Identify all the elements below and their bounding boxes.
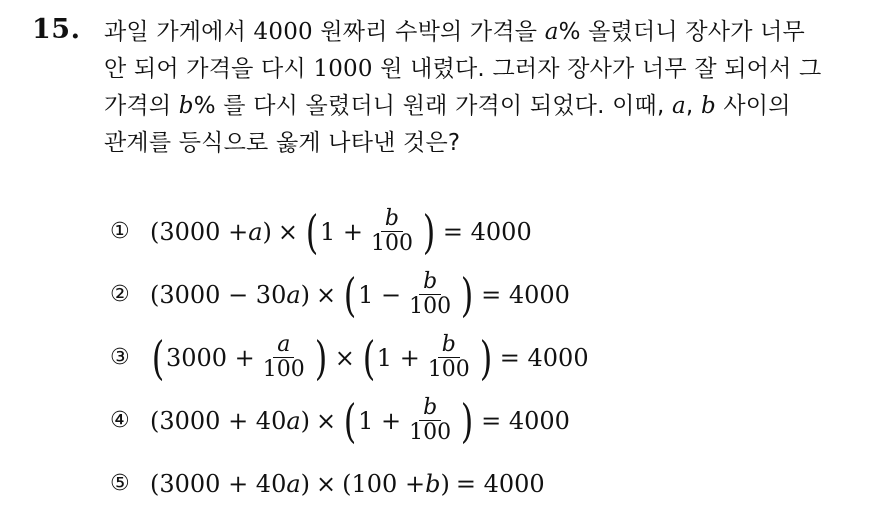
stem-line: 과일 가게에서 4000 원짜리 수박의 가격을 a% 올렸더니 장사가 너무 bbox=[104, 19, 805, 45]
choice-marker: ④ bbox=[110, 408, 130, 433]
fraction: $\frac{b}{100}$ bbox=[409, 395, 452, 445]
answer-choice-4[interactable] bbox=[110, 389, 810, 452]
fraction: $\frac{b}{100}$ bbox=[409, 269, 452, 319]
choice-marker: ⑤ bbox=[110, 471, 130, 496]
stem-line: 가격의 b% 를 다시 올렸더니 원래 가격이 되었다. 이때, a, b 사이의 bbox=[104, 93, 791, 119]
fraction: $\frac{a}{100}$ bbox=[262, 332, 305, 382]
question-number: 15. bbox=[32, 14, 81, 45]
fraction: $\frac{b}{100}$ bbox=[370, 206, 413, 256]
choice-marker: ③ bbox=[110, 345, 130, 370]
question-stem bbox=[104, 14, 866, 162]
answer-choices bbox=[110, 200, 810, 515]
answer-choice-5[interactable] bbox=[110, 452, 810, 515]
stem-line: 관계를 등식으로 옳게 나타낸 것은? bbox=[104, 130, 461, 156]
choice-expression: (3000 − 30 a ) × ( 1 − $\frac{b}{100}$ ) = 4000 bbox=[150, 267, 570, 322]
fraction: $\frac{b}{100}$ bbox=[427, 332, 470, 382]
stem-line: 안 되어 가격을 다시 1000 원 내렸다. 그러자 장사가 너무 잘 되어서 그 bbox=[104, 56, 822, 82]
choice-expression: (3000 + 40 a ) × ( 1 + $\frac{b}{100}$ ) = 4000 bbox=[150, 393, 570, 448]
choice-expression: (3000 + 40 a ) × (100 + b ) = 4000 bbox=[150, 469, 545, 498]
choice-marker: ② bbox=[110, 282, 130, 307]
answer-choice-2[interactable] bbox=[110, 263, 810, 326]
answer-choice-3[interactable] bbox=[110, 326, 810, 389]
choice-marker: ① bbox=[110, 219, 130, 244]
choice-expression: (3000 + a ) × ( 1 + $\frac{b}{100}$ ) = 4000 bbox=[150, 204, 532, 259]
answer-choice-1[interactable] bbox=[110, 200, 810, 263]
choice-expression: ( 3000 + $\frac{a}{100}$ ) × ( 1 + $\frac{b}{100}$ ) = 4000 bbox=[151, 330, 589, 385]
